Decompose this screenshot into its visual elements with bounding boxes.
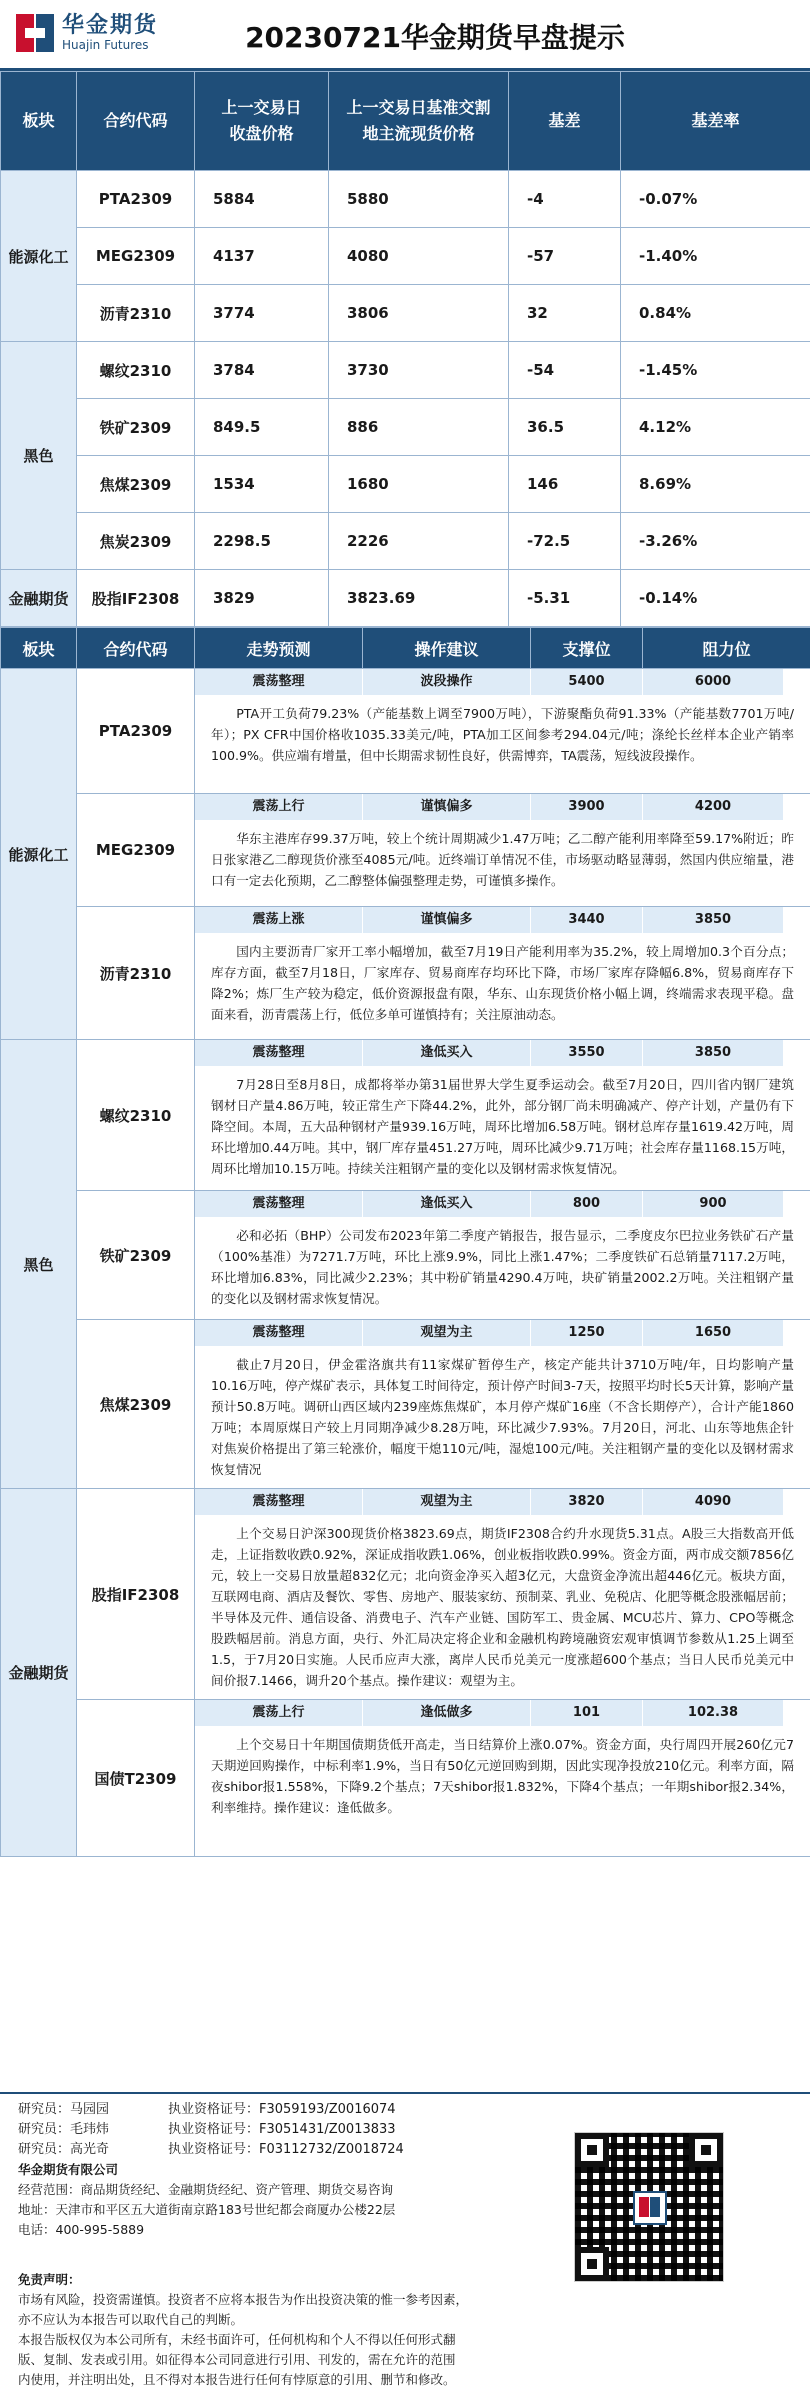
close-price: 4137 bbox=[195, 228, 329, 285]
basis-value: -54 bbox=[509, 342, 621, 399]
commentary-text: 截止7月20日，伊金霍洛旗共有11家煤矿暂停生产，核定产能共计3710万吨/年，日均影响产量10.16万吨，停产煤矿表示，具体复工时间待定，预计停产时间3-7天，按照平均时长5天计算，影响产量预计50.8万吨。调研山西区域内239座炼焦煤矿，本月停产煤矿16座（不含长期停产），合计产能1860万吨；本周原煤日产较上月同期净减少8.28万吨，环比减少7.93%。7月20日，河北、山东等地焦企针对焦炭价格提出了第三轮涨价，幅度干熄110元/吨，湿熄100元/吨。关注粗钢产量的变化以及钢材需求恢复情况 bbox=[211, 1357, 794, 1477]
contract-code: 焦炭2309 bbox=[77, 513, 195, 570]
close-price: 849.5 bbox=[195, 399, 329, 456]
basis-rate: 4.12% bbox=[621, 399, 810, 456]
basis-value: 36.5 bbox=[509, 399, 621, 456]
operation-advice: 逢低买入 bbox=[363, 1040, 531, 1066]
contract-code: 螺纹2310 bbox=[77, 342, 195, 399]
header2-trend: 走势预测 bbox=[195, 628, 363, 669]
forecast-row bbox=[1, 907, 810, 1040]
support-level: 101 bbox=[531, 1700, 643, 1726]
basis-rate: -1.45% bbox=[621, 342, 810, 399]
basis-value: -4 bbox=[509, 171, 621, 228]
operation-advice: 波段操作 bbox=[363, 669, 531, 695]
logo-en-text: Huajin Futures bbox=[62, 38, 149, 52]
disclaimer bbox=[18, 2270, 558, 2390]
sector-label: 黑色 bbox=[1, 342, 77, 570]
basis-row bbox=[1, 513, 810, 570]
contract-code: 铁矿2309 bbox=[77, 1191, 195, 1320]
close-price: 3829 bbox=[195, 570, 329, 627]
header2-code: 合约代码 bbox=[77, 628, 195, 669]
resistance-level: 1650 bbox=[643, 1320, 783, 1346]
commentary-text: 华东主港库存99.37万吨，较上个统计周期减少1.47万吨；乙二醇产能利用率降至59.17%附近；昨日张家港乙二醇现货价涨至4085元/吨。近终端订单情况不佳，市场驱动略显薄弱，然国内供应缩量，港口有一定去化预期，乙二醇整体偏强整理走势，可谨慎多操作。 bbox=[211, 831, 794, 888]
company-phone: 电话：400-995-5889 bbox=[18, 2222, 145, 2237]
forecast-detail bbox=[195, 1489, 810, 1700]
operation-advice: 观望为主 bbox=[363, 1320, 531, 1346]
support-level: 3440 bbox=[531, 907, 643, 933]
sector-label: 能源化工 bbox=[1, 669, 77, 1040]
commentary-text: 上个交易日十年期国债期货低开高走，当日结算价上涨0.07%。资金方面，央行周四开展260亿元7天期逆回购操作，中标利率1.9%，当日有50亿元逆回购到期，因此实现净投放210亿元。利率方面，隔夜shibor报1.558%，下降9.2个基点；7天shibor报1.832%，下降4个基点；一年期shibor报2.34%，利率维持。操作建议：逢低做多。 bbox=[211, 1737, 794, 1815]
spot-price: 4080 bbox=[329, 228, 509, 285]
forecast-row bbox=[1, 1320, 810, 1489]
forecast-summary bbox=[195, 669, 810, 695]
basis-value: 32 bbox=[509, 285, 621, 342]
sector-label: 黑色 bbox=[1, 1040, 77, 1489]
support-level: 800 bbox=[531, 1191, 643, 1217]
contract-code: 铁矿2309 bbox=[77, 399, 195, 456]
forecast-detail bbox=[195, 1320, 810, 1489]
header-close: 上一交易日收盘价格 bbox=[195, 72, 329, 171]
page-title: 20230721华金期货早盘提示 bbox=[245, 21, 625, 54]
forecast-summary bbox=[195, 1191, 810, 1217]
forecast-detail bbox=[195, 1040, 810, 1191]
spot-price: 2226 bbox=[329, 513, 509, 570]
company-name: 华金期货有限公司 bbox=[18, 2162, 119, 2177]
forecast-summary bbox=[195, 794, 810, 820]
trend-forecast: 震荡上行 bbox=[195, 794, 363, 820]
forecast-detail bbox=[195, 1191, 810, 1320]
forecast-summary bbox=[195, 1320, 810, 1346]
footer bbox=[0, 2092, 810, 2399]
header-sector: 板块 bbox=[1, 72, 77, 171]
basis-rate: -0.07% bbox=[621, 171, 810, 228]
basis-rate: -0.14% bbox=[621, 570, 810, 627]
resistance-level: 3850 bbox=[643, 907, 783, 933]
forecast-row bbox=[1, 1700, 810, 1857]
trend-forecast: 震荡整理 bbox=[195, 669, 363, 695]
contract-code: MEG2309 bbox=[77, 794, 195, 907]
header-rate: 基差率 bbox=[621, 72, 810, 171]
forecast-summary bbox=[195, 1489, 810, 1515]
basis-row bbox=[1, 570, 810, 627]
sector-label: 金融期货 bbox=[1, 570, 77, 627]
header-basis: 基差 bbox=[509, 72, 621, 171]
basis-rate: -3.26% bbox=[621, 513, 810, 570]
qr-code-icon bbox=[574, 2132, 724, 2282]
trend-forecast: 震荡上涨 bbox=[195, 907, 363, 933]
basis-value: -57 bbox=[509, 228, 621, 285]
contract-code: 股指IF2308 bbox=[77, 570, 195, 627]
disclaimer-line: 市场有风险，投资需谨慎。投资者不应将本报告为作出投资决策的惟一参考因素， bbox=[18, 2292, 469, 2307]
contract-code: PTA2309 bbox=[77, 171, 195, 228]
commentary-text: 必和必拓（BHP）公司发布2023年第二季度产销报告，报告显示，二季度皮尔巴拉业务铁矿石产量（100%基准）为7271.7万吨，环比上涨9.9%，同比上涨1.47%；二季度铁矿石总销量7117.2万吨，环比增加6.83%，同比减少2.23%；其中粉矿销量4290.4万吨，块矿销量2002.2万吨。关注粗钢产量的变化以及钢材需求恢复情况。 bbox=[211, 1228, 794, 1306]
close-price: 1534 bbox=[195, 456, 329, 513]
support-level: 3900 bbox=[531, 794, 643, 820]
disclaimer-line: 版、复制、发表或引用。如征得本公司同意进行引用、刊发的，需在允许的范围 bbox=[18, 2352, 456, 2367]
contract-code: 股指IF2308 bbox=[77, 1489, 195, 1700]
basis-row bbox=[1, 399, 810, 456]
basis-table-header bbox=[1, 72, 810, 171]
trend-forecast: 震荡整理 bbox=[195, 1489, 363, 1515]
disclaimer-line: 内使用，并注明出处，且不得对本报告进行任何有悖原意的引用、删节和修改。 bbox=[18, 2372, 456, 2387]
researcher-row: 研究员：马园园 执业资格证号：F3059193/Z0016074 bbox=[18, 2102, 396, 2117]
basis-value: -72.5 bbox=[509, 513, 621, 570]
sector-label: 能源化工 bbox=[1, 171, 77, 342]
contract-code: 沥青2310 bbox=[77, 907, 195, 1040]
spot-price: 5880 bbox=[329, 171, 509, 228]
contract-code: 螺纹2310 bbox=[77, 1040, 195, 1191]
operation-advice: 观望为主 bbox=[363, 1489, 531, 1515]
contract-code: PTA2309 bbox=[77, 669, 195, 794]
basis-rate: 8.69% bbox=[621, 456, 810, 513]
header2-sector: 板块 bbox=[1, 628, 77, 669]
basis-rate: -1.40% bbox=[621, 228, 810, 285]
commentary-text: 国内主要沥青厂家开工率小幅增加，截至7月19日产能利用率为35.2%，较上周增加0.3个百分点；库存方面，截至7月18日，厂家库存、贸易商库存均环比下降，市场厂家库存降幅6.8%，贸易商库存下降2%；炼厂生产较为稳定，低价资源报盘有限，华东、山东现货价格小幅上调，终端需求表现平稳。盘面来看，沥青震荡上行，低位多单可谨慎持有；关注原油动态。 bbox=[211, 944, 794, 1022]
forecast-detail bbox=[195, 907, 810, 1040]
commentary-text: 上个交易日沪深300现货价格3823.69点，期货IF2308合约升水现货5.31点。A股三大指数高开低走，上证指数收跌0.92%，深证成指收跌1.06%，创业板指收跌0.99%。资金方面，两市成交额7856亿元，较上一交易日放量超832亿元；北向资金净买入超3亿元，大盘资金净流出超446亿元。板块方面，互联网电商、酒店及餐饮、零售、房地产、服装家纺、预制菜、乳业、免税店、化肥等概念股涨幅居前；半导体及元件、通信设备、消费电子、汽车产业链、国防军工、贵金属、MCU芯片、算力、CPO等概念股跌幅居前。消息方面，央行、外汇局决定将企业和金融机构跨境融资宏观审慎调节参数从1.25上调至1.5，于7月20日实施。人民币应声大涨，离岸人民币兑美元一度涨超600个基点；当日人民币兑美元中间价报7.1466，调升20个基点。操作建议：观望为主。 bbox=[211, 1526, 794, 1688]
company-address: 地址：天津市和平区五大道街南京路183号世纪都会商厦办公楼22层 bbox=[18, 2202, 396, 2217]
forecast-table bbox=[0, 627, 810, 1857]
basis-value: 146 bbox=[509, 456, 621, 513]
trend-forecast: 震荡整理 bbox=[195, 1191, 363, 1217]
resistance-level: 900 bbox=[643, 1191, 783, 1217]
forecast-summary bbox=[195, 1040, 810, 1066]
sector-label: 金融期货 bbox=[1, 1489, 77, 1857]
disclaimer-line: 本报告版权仅为本公司所有，未经书面许可，任何机构和个人不得以任何形式翻 bbox=[18, 2332, 456, 2347]
contract-code: 国债T2309 bbox=[77, 1700, 195, 1857]
contract-code: MEG2309 bbox=[77, 228, 195, 285]
forecast-detail bbox=[195, 794, 810, 907]
support-level: 3550 bbox=[531, 1040, 643, 1066]
basis-row bbox=[1, 171, 810, 228]
resistance-level: 102.38 bbox=[643, 1700, 783, 1726]
researcher-row: 研究员：高光奇 执业资格证号：F03112732/Z0018724 bbox=[18, 2142, 404, 2157]
disclaimer-title: 免责声明： bbox=[18, 2272, 81, 2287]
basis-row bbox=[1, 456, 810, 513]
header bbox=[0, 0, 810, 71]
support-level: 1250 bbox=[531, 1320, 643, 1346]
business-scope: 经营范围：商品期货经纪、金融期货经纪、资产管理、期货交易咨询 bbox=[18, 2182, 394, 2197]
operation-advice: 逢低买入 bbox=[363, 1191, 531, 1217]
resistance-level: 6000 bbox=[643, 669, 783, 695]
spot-price: 1680 bbox=[329, 456, 509, 513]
forecast-table-header bbox=[1, 628, 810, 669]
trend-forecast: 震荡整理 bbox=[195, 1040, 363, 1066]
close-price: 2298.5 bbox=[195, 513, 329, 570]
support-level: 3820 bbox=[531, 1489, 643, 1515]
forecast-row bbox=[1, 794, 810, 907]
forecast-summary bbox=[195, 1700, 810, 1726]
resistance-level: 4200 bbox=[643, 794, 783, 820]
trend-forecast: 震荡上行 bbox=[195, 1700, 363, 1726]
forecast-row bbox=[1, 1489, 810, 1700]
commentary-text: 7月28日至8月8日，成都将举办第31届世界大学生夏季运动会。截至7月20日，四川省内钢厂建筑钢材日产量4.86万吨，较正常生产下降44.2%，此外，部分钢厂尚未明确减产、停产计划，产量仍有下降空间。本周，五大品种钢材产量939.16万吨，周环比增加6.58万吨。钢材总库存量1619.42万吨，周环比增加0.44万吨。其中，钢厂库存量451.27万吨，周环比减少9.71万吨；社会库存量1168.15万吨，周环比增加10.15万吨。持续关注粗钢产量的变化以及钢材需求恢复情况。 bbox=[211, 1077, 794, 1176]
disclaimer-line: 亦不应认为本报告可以取代自己的判断。 bbox=[18, 2312, 244, 2327]
operation-advice: 谨慎偏多 bbox=[363, 907, 531, 933]
logo-cn-text: 华金期货 bbox=[62, 13, 159, 38]
header2-resistance: 阻力位 bbox=[643, 628, 810, 669]
resistance-level: 3850 bbox=[643, 1040, 783, 1066]
contract-code: 焦煤2309 bbox=[77, 1320, 195, 1489]
forecast-row bbox=[1, 669, 810, 794]
header2-support: 支撑位 bbox=[531, 628, 643, 669]
header-spot: 上一交易日基准交割地主流现货价格 bbox=[329, 72, 509, 171]
basis-row bbox=[1, 285, 810, 342]
basis-value: -5.31 bbox=[509, 570, 621, 627]
close-price: 5884 bbox=[195, 171, 329, 228]
forecast-row bbox=[1, 1040, 810, 1191]
forecast-detail bbox=[195, 669, 810, 794]
basis-table bbox=[0, 71, 810, 627]
trend-forecast: 震荡整理 bbox=[195, 1320, 363, 1346]
contract-code: 焦煤2309 bbox=[77, 456, 195, 513]
basis-row bbox=[1, 228, 810, 285]
spot-price: 3823.69 bbox=[329, 570, 509, 627]
close-price: 3784 bbox=[195, 342, 329, 399]
forecast-detail bbox=[195, 1700, 810, 1857]
support-level: 5400 bbox=[531, 669, 643, 695]
close-price: 3774 bbox=[195, 285, 329, 342]
operation-advice: 谨慎偏多 bbox=[363, 794, 531, 820]
spot-price: 3730 bbox=[329, 342, 509, 399]
forecast-summary bbox=[195, 907, 810, 933]
researcher-row: 研究员：毛玮炜 执业资格证号：F3051431/Z0013833 bbox=[18, 2122, 396, 2137]
spot-price: 3806 bbox=[329, 285, 509, 342]
header2-advice: 操作建议 bbox=[363, 628, 531, 669]
basis-row bbox=[1, 342, 810, 399]
operation-advice: 逢低做多 bbox=[363, 1700, 531, 1726]
forecast-row bbox=[1, 1191, 810, 1320]
contract-code: 沥青2310 bbox=[77, 285, 195, 342]
header-code: 合约代码 bbox=[77, 72, 195, 171]
basis-rate: 0.84% bbox=[621, 285, 810, 342]
spot-price: 886 bbox=[329, 399, 509, 456]
commentary-text: PTA开工负荷79.23%（产能基数上调至7900万吨），下游聚酯负荷91.33%（产能基数7701万吨/年）；PX CFR中国价格收1035.33美元/吨，PTA加工区间参考294.04元/吨；涤纶长丝样本企业产销率100.9%。供应端有增量，但中长期需求韧性良好，供需博弈，TA震荡，短线波段操作。 bbox=[211, 706, 794, 763]
resistance-level: 4090 bbox=[643, 1489, 783, 1515]
